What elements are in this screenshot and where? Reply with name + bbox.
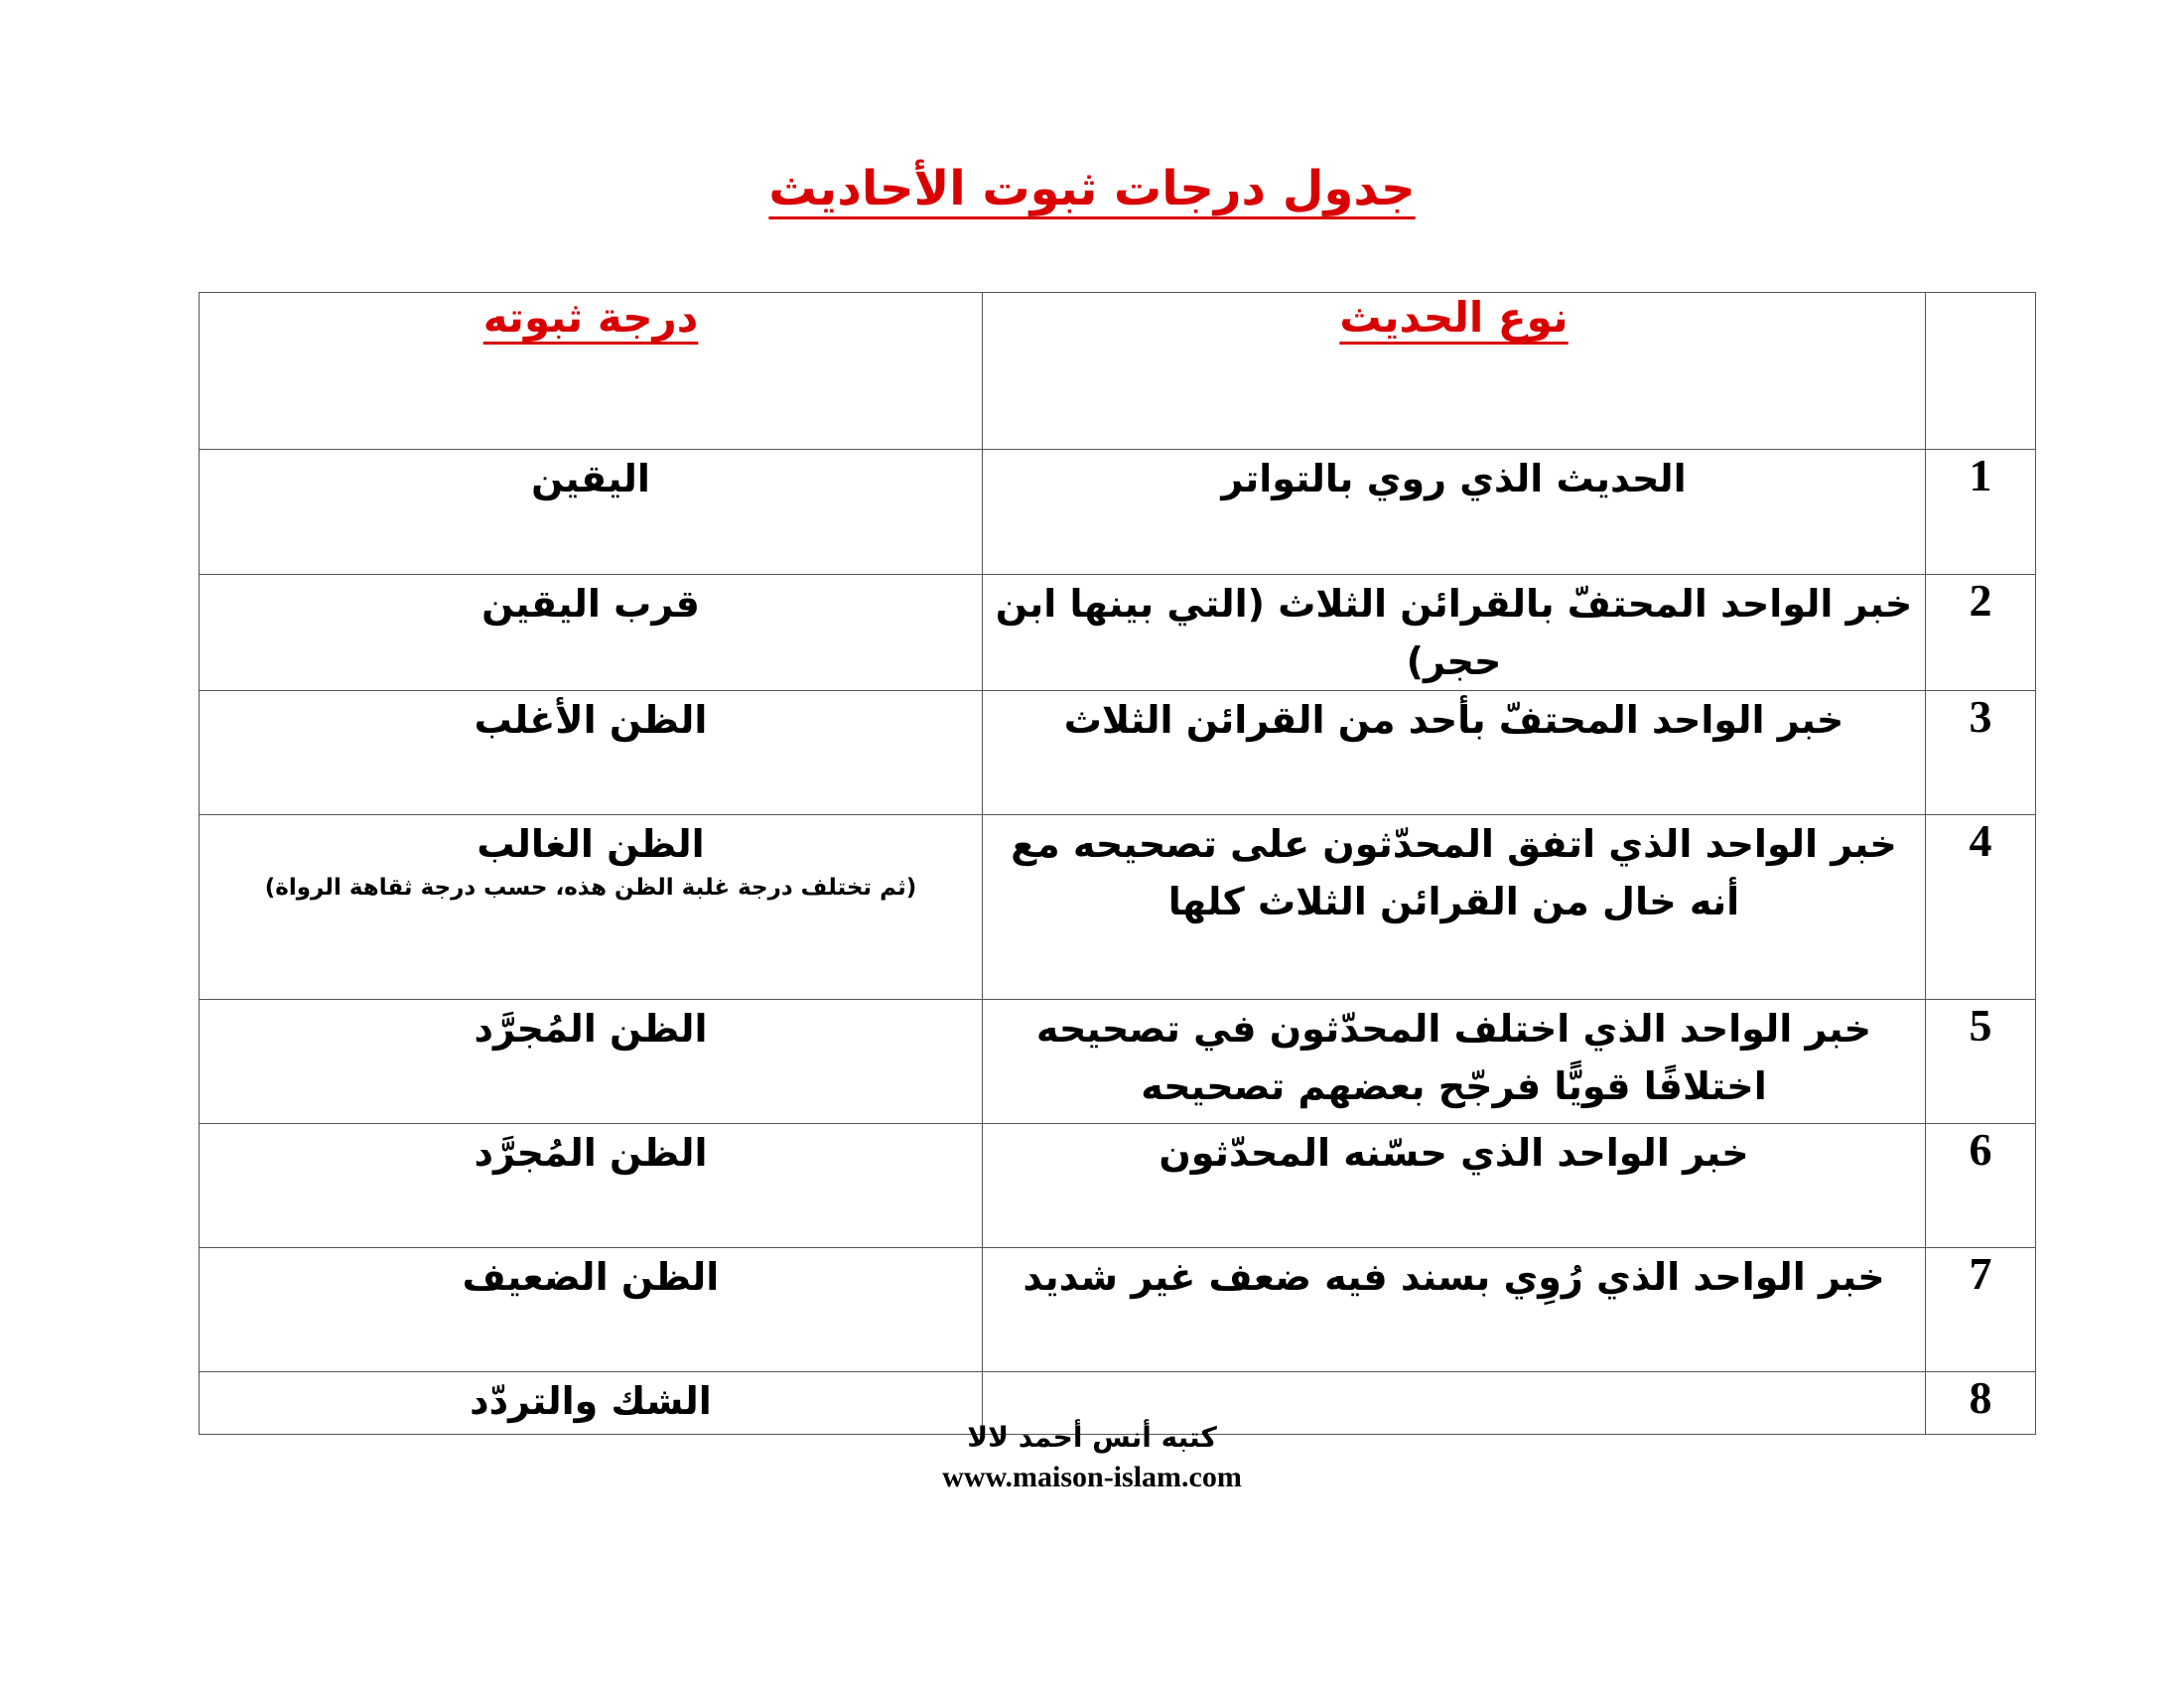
grade-cell	[200, 1124, 983, 1248]
row-number: 7	[1926, 1248, 2036, 1372]
hadith-type: خبر الواحد المحتفّ بالقرائن الثلاث (التي بينها ابن حجر)	[983, 575, 1926, 691]
hadith-type: خبر الواحد الذي اتفق المحدّثون على تصحيحه مع أنه خال من القرائن الثلاث كلها	[983, 815, 1926, 1000]
row-number: 1	[1926, 450, 2036, 575]
header-hadith-type-label: نوع الحديث	[1339, 293, 1569, 342]
grade-note: (ثم تختلف درجة غلبة الظن هذه، حسب درجة ثقاهة الرواة)	[264, 875, 917, 901]
grade-cell	[200, 1000, 983, 1124]
grade-text: قرب اليقين	[481, 582, 700, 626]
grade-text: اليقين	[531, 457, 650, 500]
credit-block	[0, 1418, 2184, 1497]
table-row	[200, 1124, 2036, 1248]
grade-text: الظن المُجرَّد	[474, 1131, 708, 1175]
grade-cell	[200, 450, 983, 575]
table-row	[200, 1248, 2036, 1372]
hadith-grades-table	[199, 292, 2036, 1435]
grade-cell	[200, 691, 983, 815]
table-header-row	[200, 293, 2036, 450]
header-hadith-type	[983, 293, 1926, 450]
hadith-type: خبر الواحد المحتفّ بأحد من القرائن الثلاث	[983, 691, 1926, 815]
header-grade-label: درجة ثبوته	[482, 293, 699, 342]
header-number	[1926, 293, 2036, 450]
grade-text: الظن الضعيف	[462, 1255, 720, 1299]
hadith-type: خبر الواحد الذي اختلف المحدّثون في تصحيحه اختلافًا قويًّا فرجّح بعضهم تصحيحه	[983, 1000, 1926, 1124]
hadith-type: الحديث الذي روي بالتواتر	[983, 450, 1926, 575]
grade-cell	[200, 575, 983, 691]
grade-cell	[200, 815, 983, 1000]
page-title: جدول درجات ثبوت الأحاديث	[768, 161, 1416, 216]
table-row	[200, 450, 2036, 575]
table-row	[200, 1000, 2036, 1124]
row-number: 5	[1926, 1000, 2036, 1124]
row-number: 8	[1926, 1372, 2036, 1435]
hadith-type: خبر الواحد الذي حسّنه المحدّثون	[983, 1124, 1926, 1248]
grade-text: الظن الأغلب	[474, 698, 708, 742]
table-row	[200, 815, 2036, 1000]
grade-text: الظن المُجرَّد	[474, 1007, 708, 1051]
hadith-type: خبر الواحد الذي رُوِي بسند فيه ضعف غير شديد	[983, 1248, 1926, 1372]
grade-cell	[200, 1248, 983, 1372]
row-number: 4	[1926, 815, 2036, 1000]
author-credit: كتبه أنس أحمد لالا	[967, 1421, 1217, 1454]
header-grade	[200, 293, 983, 450]
table-row	[200, 691, 2036, 815]
website-url: www.maison-islam.com	[942, 1461, 1242, 1493]
grade-text: الظن الغالب	[477, 822, 705, 866]
row-number: 3	[1926, 691, 2036, 815]
row-number: 2	[1926, 575, 2036, 691]
grade-text: الشك والتردّد	[470, 1379, 712, 1423]
row-number: 6	[1926, 1124, 2036, 1248]
table-row	[200, 575, 2036, 691]
